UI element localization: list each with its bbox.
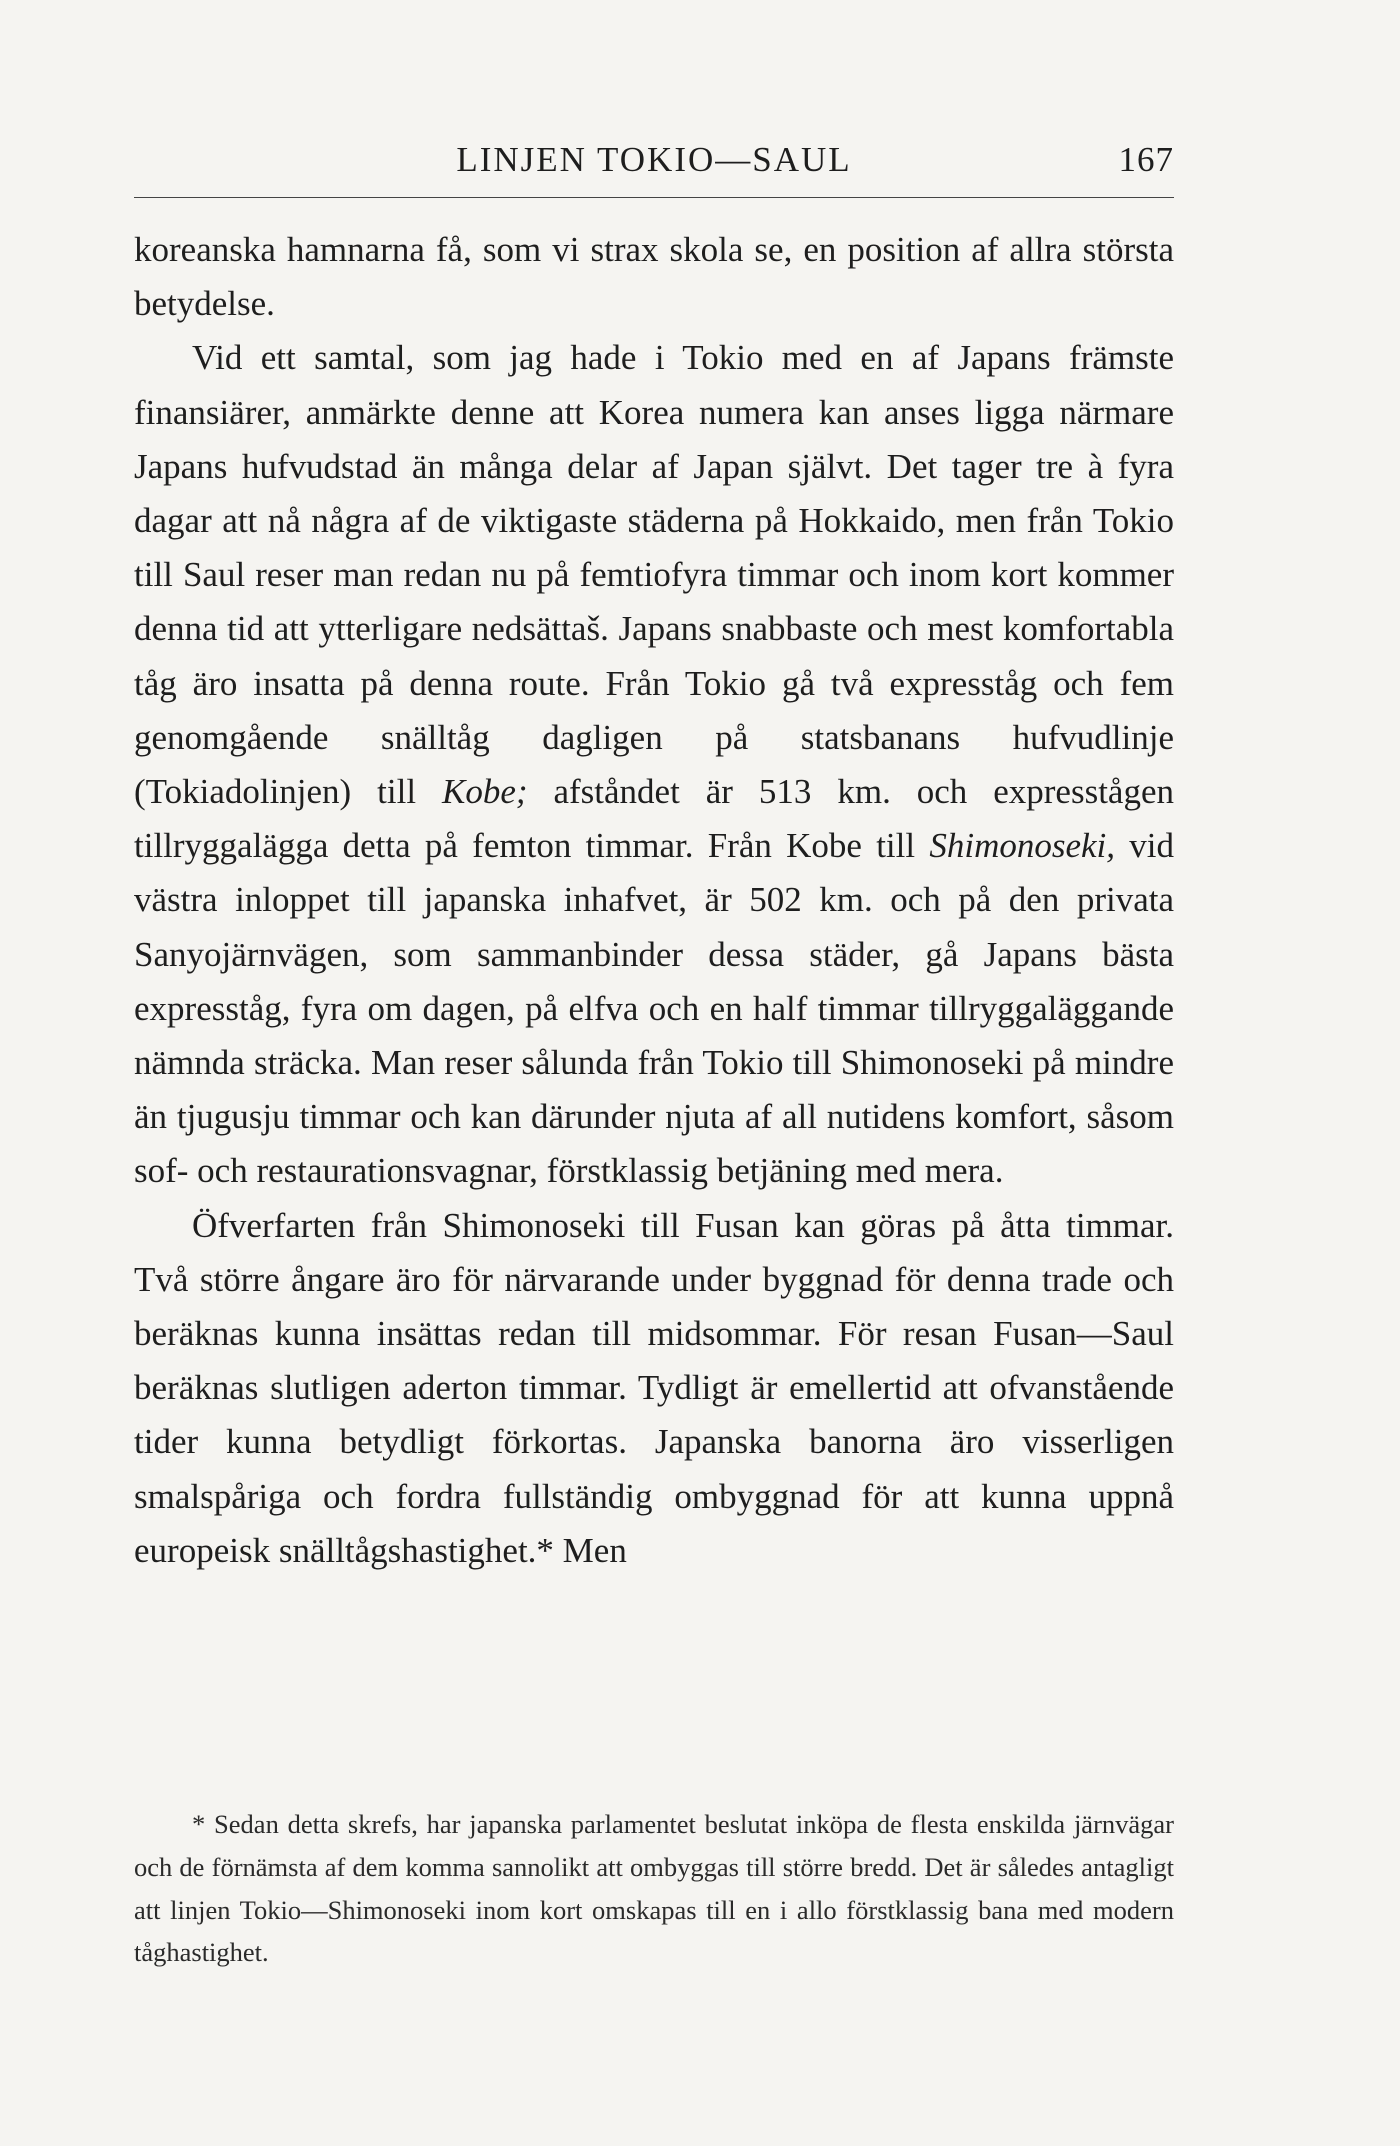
body-paragraph [134, 331, 1174, 1198]
running-head [134, 140, 1174, 190]
text-run: Vid ett samtal, som jag hade i Tokio med en af Japans främste finansiärer, anmärkte denne att Korea numera kan anses ligga närmare Japans hufvudstad än många delar af Japan självt. Det tager tre à fyra dagar att nå några af de viktigaste städerna på Hokkaido, men från Tokio till Saul reser man redan nu på femtiofyra timmar och inom kort kommer denna tid att ytterligare nedsättaš. Japans snabbaste och mest komfortabla tåg äro insatta på denna route. Från Tokio gå två expresståg och fem genomgående snälltåg dagligen på statsbanans hufvudlinje (Tokiadolinjen) till [134, 338, 1174, 812]
text-run: koreanska hamnarna få, som vi strax skola se, en position af allra största betydelse. [134, 230, 1174, 324]
italic-place-name: Kobe; [442, 772, 528, 812]
footnote [134, 1803, 1174, 1974]
text-run: vid västra inloppet till japanska inhafvet, är 502 km. och på den privata Sanyojärnvägen, som sammanbinder dessa städer, gå Japans bästa expresståg, fyra om dagen, på elfva och en half timmar tillryggaläggande nämnda sträcka. Man reser sålunda från Tokio till Shimonoseki på mindre än tjugusju timmar och kan därunder njuta af all nutidens komfort, såsom sof- och restaurationsvagnar, förstklassig betjäning med mera. [134, 826, 1174, 1191]
page-number: 167 [1118, 140, 1174, 179]
italic-place-name: Shimonoseki, [929, 826, 1116, 866]
header-rule [134, 197, 1174, 198]
body-text [134, 223, 1174, 1578]
running-title: LINJEN TOKIO—SAUL [456, 140, 852, 179]
body-paragraph [134, 223, 1174, 331]
text-run: afståndet är 513 km. och expresstågen tillryggalägga detta på femton timmar. Från Kobe till [134, 772, 1174, 866]
body-paragraph [134, 1199, 1174, 1578]
footnote-paragraph: * Sedan detta skrefs, har japanska parlamentet beslutat inköpa de flesta enskilda järnvägar och de förnämsta af dem komma sannolikt att ombyggas till större bredd. Det är således antagligt att linjen Tokio—Shimonoseki inom kort omskapas till en i allo förstklassig bana med modern tåghastighet. [134, 1809, 1174, 1968]
text-run: Öfverfarten från Shimonoseki till Fusan kan göras på åtta timmar. Två större ångare äro för närvarande under byggnad för denna trade och beräknas kunna insättas redan till midsommar. För resan Fusan—Saul beräknas slutligen aderton timmar. Tydligt är emellertid att ofvanstående tider kunna betydligt förkortas. Japanska banorna äro visserligen smalspåriga och fordra fullständig ombyggnad för att kunna uppnå europeisk snälltågshastighet.* Men [134, 1205, 1174, 1570]
